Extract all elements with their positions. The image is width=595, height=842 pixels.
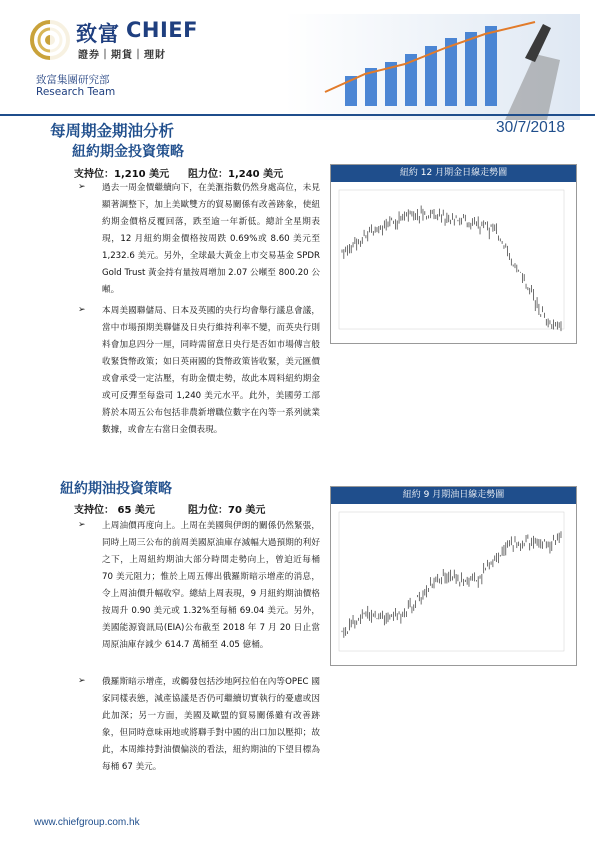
text-line: 跌 0.69%或 8.60 美元至 1,232.6 美元。另外，全 — [102, 234, 320, 261]
text-line: 盎司 1,240 美元水平。此外，美國勞工部將於本周 — [102, 391, 320, 418]
plot-frame — [339, 512, 564, 651]
plot-frame — [339, 190, 564, 329]
text-line: 數據，或會左右當日金價表現。 — [102, 425, 223, 435]
text-line: 訊局(EIA)公布截至 2018 年 7 月 20 日止當周原油 — [102, 623, 320, 650]
bullet-marker: ➢ — [78, 182, 86, 192]
text-line: 結上周表現，9 月紐約期油價格按周升 0.90 美元 — [102, 589, 320, 616]
text-line: 持有量按周增加 2.07 公噸至 800.20 公噸。 — [102, 268, 320, 295]
oil-price-chart — [331, 504, 576, 665]
text-line: 球最大黃金上市交易基金 SPDR Gold Trust 黃金 — [102, 251, 320, 278]
header-divider — [0, 114, 595, 116]
brand-name-cn: 致富 — [76, 22, 120, 46]
gold-support-level: 支持位：1,210 美元 — [74, 169, 170, 180]
text-line: OPEC 國家同樣表態，減產協議是否仍可繼續切實 — [102, 677, 320, 704]
text-line: 過預期的利好之下，上周紐約期油大部分時間走勢 — [102, 538, 320, 565]
text-line: 對中國的出口加以壓抑；故此，本周維持對油價偏 — [102, 728, 320, 755]
text-line: 上周油價再度向上。上周在美國與伊朗的關係仍然 — [102, 521, 294, 531]
text-line: 五公布包括非農新增職位數字在內等一系列就業 — [136, 408, 320, 418]
text-line: 位，未見顯著調整下，加上美歐雙方的貿易關係有 — [102, 183, 320, 210]
gold-chart — [330, 164, 577, 344]
text-line: 會議，當中市場預期美聯儲及日央行維持利率不 — [102, 306, 320, 333]
oil-resistance-level: 阻力位：70 美元 — [188, 505, 266, 516]
text-line: 新低。總計全星期表現，12 月紐約期金價格按周 — [102, 217, 320, 244]
text-line: 過去一周金價繼續向下，在美滙指數仍然身處高 — [102, 183, 286, 193]
footer-website-link[interactable]: www.chiefgroup.com.hk — [34, 817, 140, 828]
text-line: 改善跡象，使紐約期金價格反覆回落，跌至逾一年 — [102, 200, 320, 227]
text-line: 央行是否如市場傳言般收緊貨幣政策；如日英兩國 — [102, 340, 320, 367]
text-line: 俄羅斯暗示增產，或觸發包括沙地阿拉伯在內等 — [102, 677, 286, 687]
bullet-marker: ➢ — [78, 520, 86, 530]
gold-chart-title: 紐約 12 月期金日線走勢圖 — [331, 165, 576, 182]
gold-price-chart — [331, 182, 576, 343]
text-line: 變，而英央行則料會加息四分一厘，同時需留意日 — [102, 323, 320, 350]
bullet-marker: ➢ — [78, 676, 86, 686]
brand-tagline: 證券｜期貨｜理財 — [78, 50, 166, 61]
text-line: 緊張，同時上周三公布的前周美國原油庫存減幅大 — [102, 521, 320, 548]
oil-chart — [330, 486, 577, 666]
gold-resistance-level: 阻力位：1,240 美元 — [188, 169, 284, 180]
gold-section-heading: 紐約期金投資策略 — [72, 144, 184, 160]
gold-paragraph-2 — [102, 303, 320, 439]
gold-paragraph-1 — [102, 180, 320, 299]
oil-support-level: 支持位： 65 美元 — [74, 505, 155, 516]
report-date: 30/7/2018 — [496, 119, 565, 136]
oil-chart-title: 紐約 9 月期油日線走勢圖 — [331, 487, 576, 504]
text-line: 本周美國聯儲局、日本及英國的央行均會舉行議息 — [102, 306, 294, 316]
brand-name-en: CHIEF — [126, 18, 198, 42]
header-chart-photo — [285, 14, 580, 120]
oil-paragraph-2 — [102, 674, 320, 776]
bullet-marker: ➢ — [78, 305, 86, 315]
text-line: 俄羅斯暗示增產的消息，令上周油價升幅收窄。總 — [102, 572, 320, 599]
oil-paragraph-1 — [102, 518, 320, 654]
department-name-cn: 致富集團研究部 — [36, 74, 110, 86]
text-line: 有助金價走勢，故此本周料紐約期金或可反彈至每 — [102, 374, 320, 401]
chief-logo-icon — [30, 20, 70, 60]
text-line: 庫存減少 614.7 萬桶至 4.05 億桶。 — [127, 640, 269, 650]
text-line: 執行的憂慮或因此加深；另一方面，美國及歐盟的 — [102, 694, 320, 721]
department-name-en: Research Team — [36, 86, 116, 98]
text-line: 向上，曾迫近每桶 70 美元阻力；惟於上周五傳出 — [102, 555, 320, 582]
page-title: 每周期金期油分析 — [50, 122, 175, 140]
text-line: 貿易關係雖有改善跡象，但同時意味兩地或將聯手 — [102, 711, 320, 738]
text-line: 淡的看法，紐約期油的下望目標為每桶 67 美元。 — [102, 745, 320, 772]
oil-section-heading: 紐約期油投資策略 — [60, 481, 172, 497]
text-line: 或 1.32%至每桶 69.04 美元。另外，美國能源資 — [102, 606, 320, 633]
text-line: 的貨幣政策皆收緊，美元匯價或會承受一定沽壓， — [102, 357, 320, 384]
